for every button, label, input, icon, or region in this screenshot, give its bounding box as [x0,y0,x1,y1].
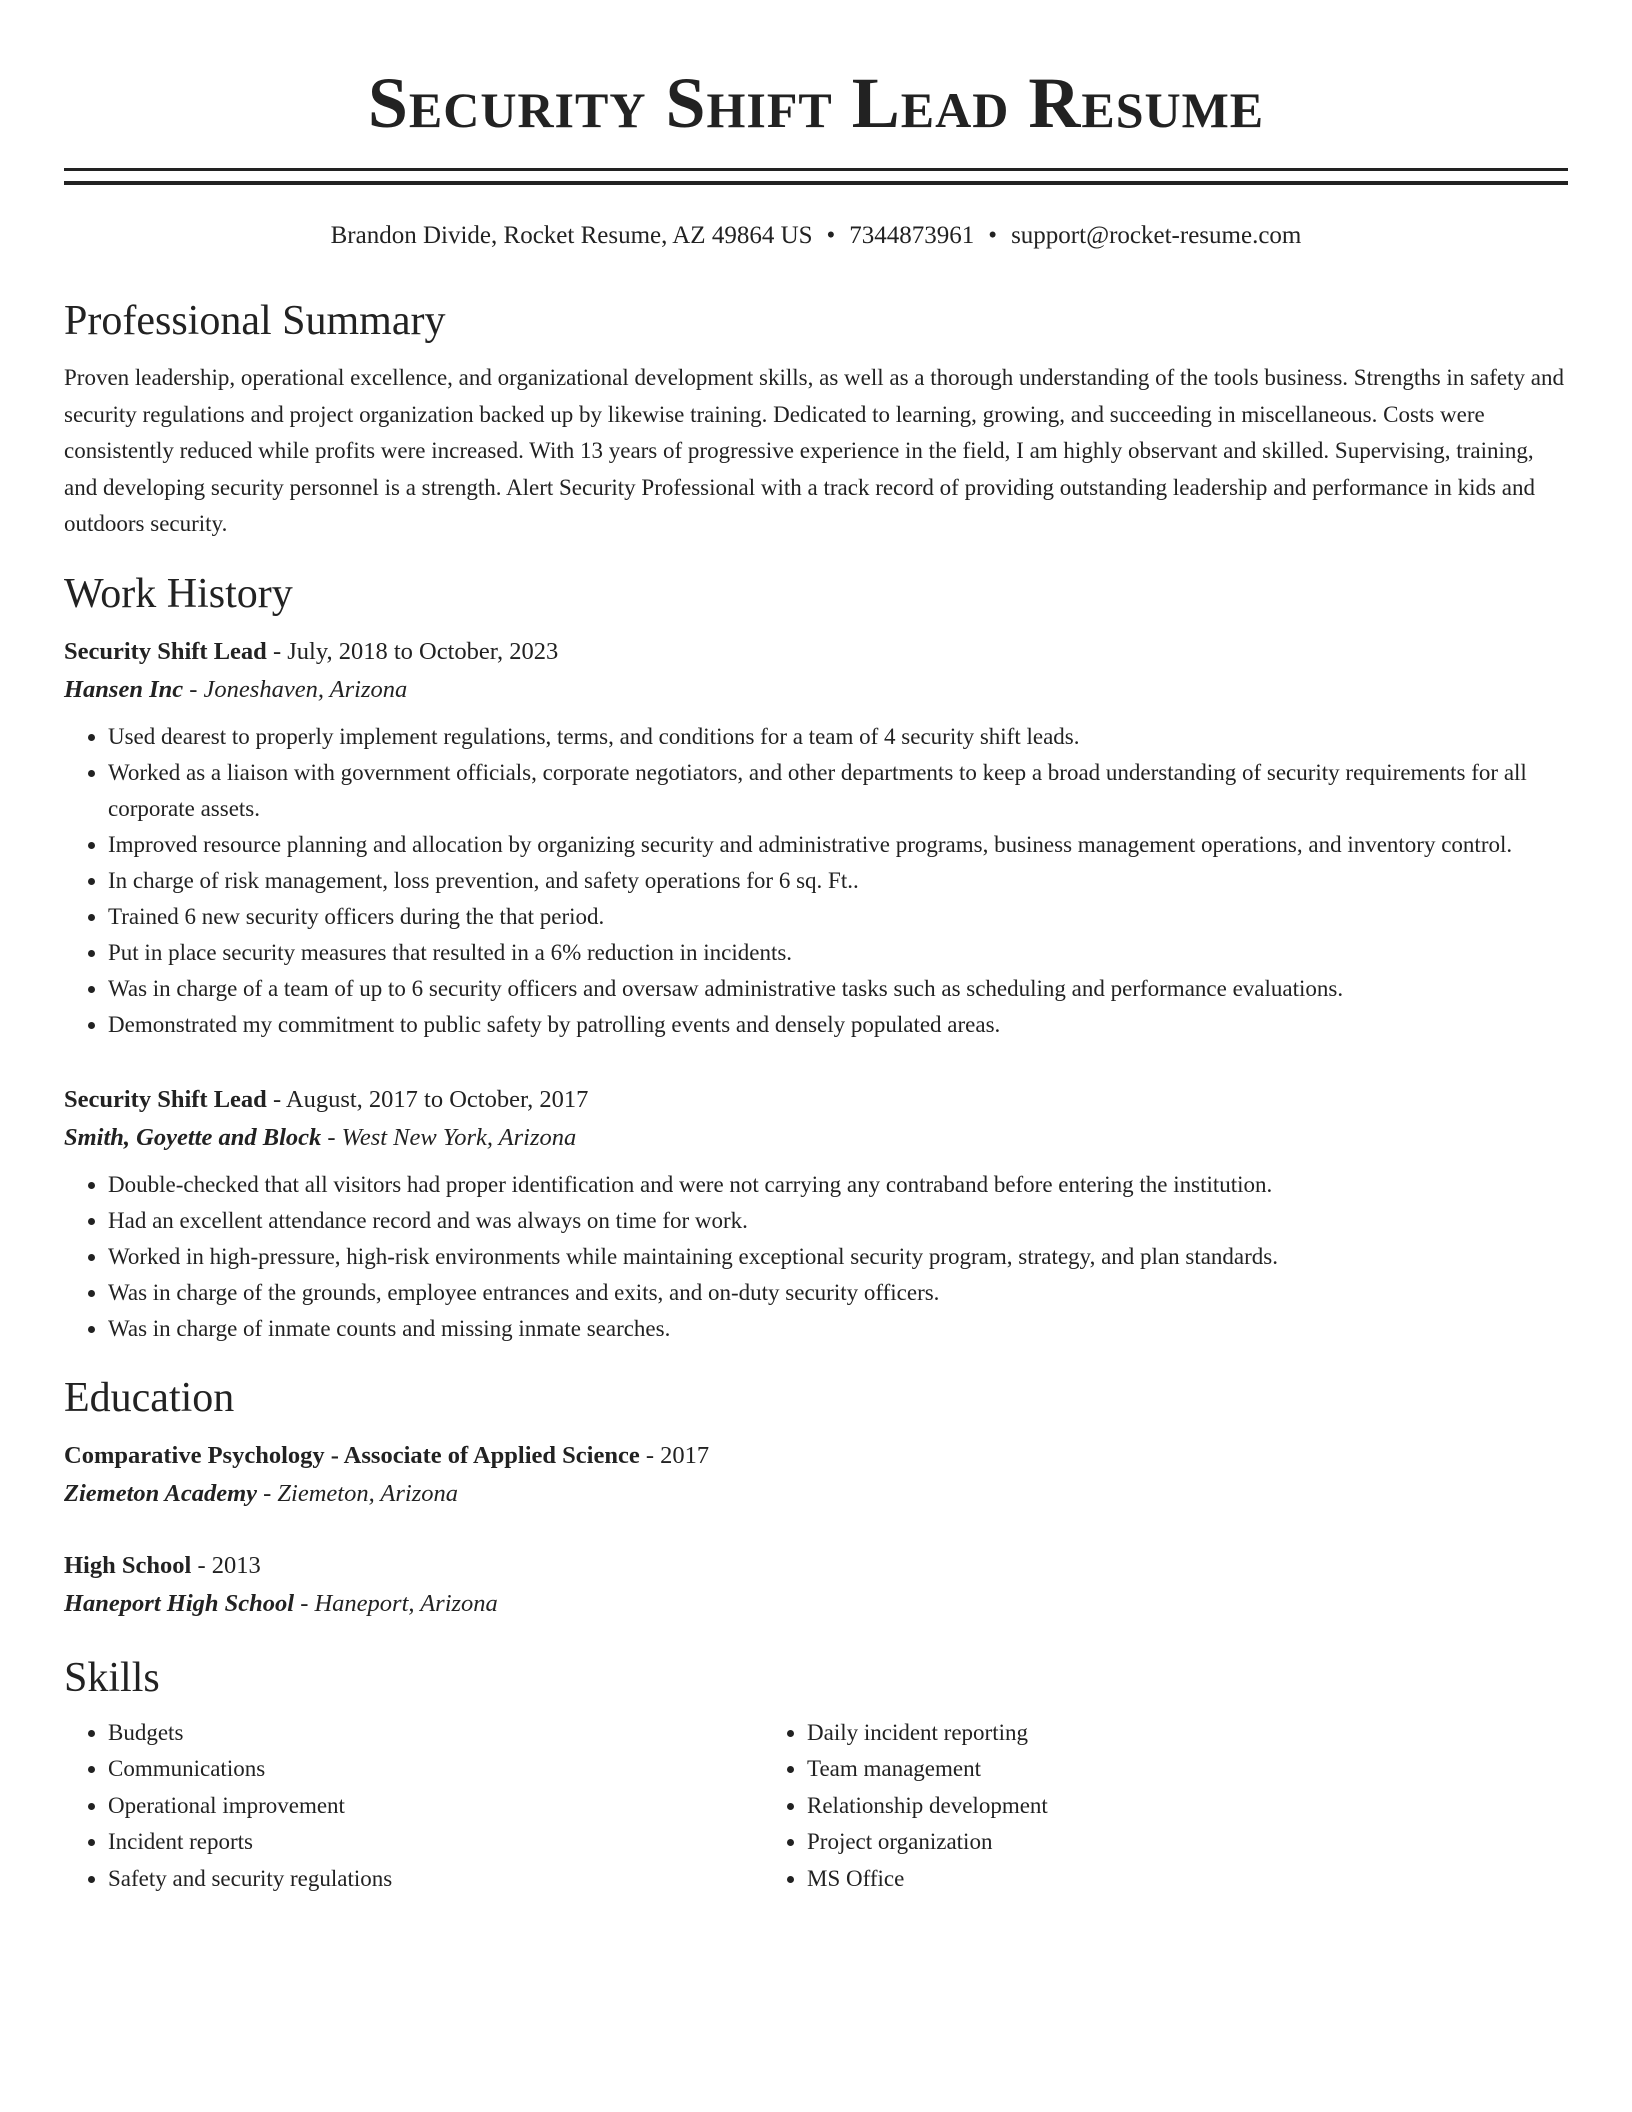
education-school-line [64,1585,1568,1623]
contact-line [64,220,1568,252]
list-item: • Worked in high-pressure, high-risk environments while maintaining exceptional security program, strategy, and plan standards. [108,1239,1568,1275]
list-item: • Worked as a liaison with government officials, corporate negotiators, and other departments to keep a broad understanding of security requirements for all corporate assets. [108,755,1568,827]
education-school: Haneport High School [64,1589,295,1617]
job-company: Smith, Goyette and Block [64,1123,322,1151]
list-item: • Was in charge of a team of up to 6 security officers and oversaw administrative tasks such as scheduling and performance evaluations. [108,971,1568,1007]
list-item: • Communications [108,1751,763,1788]
list-item: • Relationship development [807,1788,1568,1825]
list-item: • Project organization [807,1824,1568,1861]
education-year: - 2017 [639,1441,710,1469]
job-role-line [64,633,1568,671]
list-item: • Team management [807,1751,1568,1788]
list-item: • In charge of risk management, loss prevention, and safety operations for 6 sq. Ft.. [108,863,1568,899]
contact-separator: • [988,222,998,249]
page-title: Security Shift Lead Resume [367,63,1265,143]
list-item: • Was in charge of the grounds, employee entrances and exits, and on-duty security officers. [108,1275,1568,1311]
contact-email: support@rocket-resume.com [1011,222,1302,249]
job-title: Security Shift Lead [64,1085,267,1113]
education-entry [64,1437,1568,1513]
contact-phone: 7344873961 [849,222,975,249]
education-degree: Comparative Psychology - Associate of Applied Science [64,1441,640,1469]
list-item: • Daily incident reporting [807,1715,1568,1752]
summary-text: Proven leadership, operational excellence, and organizational development skills, as well as a thorough understanding of the tools business. Strengths in safety and security regulations and project organization backed up by likewise training. Dedicated to learning, growing, and succeeding in miscellaneous. Costs were consistently reduced while profits were increased. With 13 years of progressive experience in the field, I am highly observant and skilled. Supervising, training, and developing security personnel is a strength. Alert Security Professional with a track record of providing outstanding leadership and performance in kids and outdoors security. [64,365,1564,536]
list-item: • Improved resource planning and allocation by organizing security and administrative programs, business management operations, and inventory control. [108,827,1568,863]
list-item: • Trained 6 new security officers during the that period. [108,899,1568,935]
job-dates: - July, 2018 to October, 2023 [266,637,559,665]
job-entry [64,633,1568,1043]
list-item: • Incident reports [108,1824,763,1861]
work-history-heading: Work History [64,570,293,617]
job-company-line [64,671,1568,709]
list-item: • Was in charge of inmate counts and missing inmate searches. [108,1311,1568,1347]
job-role-line [64,1081,1568,1119]
education-year: - 2013 [191,1551,261,1579]
skills-list-right [763,1715,1568,1898]
skills-list-left [64,1715,763,1898]
job-company-line [64,1119,1568,1157]
education-degree: High School [64,1551,192,1579]
list-item: • MS Office [807,1861,1568,1898]
job-location: - West New York, Arizona [321,1123,577,1151]
job-title: Security Shift Lead [64,637,267,665]
education-school: Ziemeton Academy [64,1479,257,1507]
list-item: • Operational improvement [108,1788,763,1825]
education-school-line [64,1475,1568,1513]
education-location: - Ziemeton, Arizona [257,1479,458,1507]
job-dates: - August, 2017 to October, 2017 [266,1085,589,1113]
job-bullets [64,1167,1568,1347]
contact-separator: • [826,222,836,249]
list-item: • Double-checked that all visitors had proper identification and were not carrying any contraband before entering the institution. [108,1167,1568,1203]
job-entry [64,1081,1568,1347]
list-item: • Safety and security regulations [108,1861,763,1898]
skills-columns [64,1715,1568,1898]
list-item: • Budgets [108,1715,763,1752]
education-heading: Education [64,1374,235,1421]
title-divider [64,168,1568,185]
list-item: • Used dearest to properly implement regulations, terms, and conditions for a team of 4 security shift leads. [108,719,1568,755]
education-degree-line [64,1547,1568,1585]
education-degree-line [64,1437,1568,1475]
job-bullets [64,719,1568,1043]
skills-heading: Skills [64,1654,160,1701]
list-item: • Put in place security measures that resulted in a 6% reduction in incidents. [108,935,1568,971]
summary-heading: Professional Summary [64,298,446,344]
list-item: • Had an excellent attendance record and was always on time for work. [108,1203,1568,1239]
job-location: - Joneshaven, Arizona [183,675,408,703]
contact-address: Brandon Divide, Rocket Resume, AZ 49864 US [330,222,813,249]
education-entry [64,1547,1568,1623]
education-location: - Haneport, Arizona [294,1589,498,1617]
list-item: • Demonstrated my commitment to public safety by patrolling events and densely populated areas. [108,1007,1568,1043]
job-company: Hansen Inc [64,675,184,703]
